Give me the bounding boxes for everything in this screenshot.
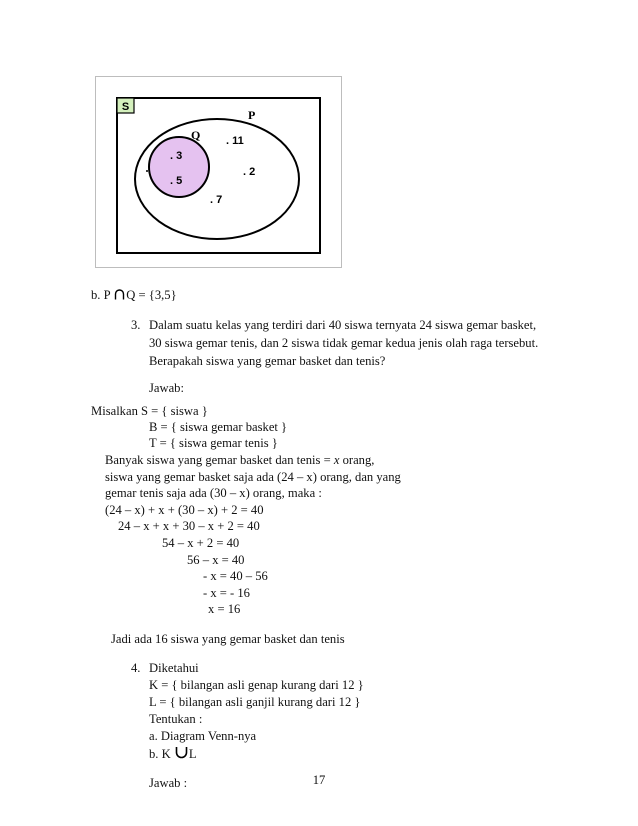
sol-eq-1: (24 – x) + x + (30 – x) + 2 = 40 — [105, 503, 264, 517]
q3-number: 3. — [131, 318, 141, 332]
set-q-label: Q — [191, 128, 201, 142]
q3-jawab: Jawab: — [149, 381, 184, 395]
sol-set-t: T = { siswa gemar tenis } — [149, 436, 278, 450]
sol-p1-b: orang, — [339, 453, 375, 467]
sol-eq-3: 54 – x + 2 = 40 — [162, 536, 240, 550]
answer-b-prefix: b. P — [91, 288, 111, 302]
q3-line3: Berapakah siswa yang gemar basket dan tenis? — [149, 354, 386, 368]
sol-paragraph-3: gemar tenis saja ada (30 – x) orang, maka : — [105, 486, 322, 500]
venn-svg — [95, 76, 342, 268]
q4-jawab: Jawab : — [149, 776, 188, 790]
venn-diagram — [95, 76, 342, 268]
sol-p1-x: x — [333, 453, 340, 467]
q4-part-a: a. Diagram Venn-nya — [149, 729, 257, 743]
element-11: . 11 — [226, 135, 244, 147]
sol-paragraph-1 — [105, 453, 374, 468]
sol-paragraph-2: siswa yang gemar basket saja ada (24 – x) orang, dan yang — [105, 470, 401, 484]
sol-eq-2: 24 – x + x + 30 – x + 2 = 40 — [118, 519, 260, 533]
page-number: 17 — [312, 773, 326, 787]
sol-set-b: B = { siswa gemar basket } — [149, 420, 288, 434]
set-q-circle — [149, 137, 209, 197]
q4-number: 4. — [131, 661, 141, 675]
q4-line1: Diketahui — [149, 661, 199, 675]
element-7: . 7 — [210, 194, 223, 206]
element-2: . 2 — [243, 166, 256, 178]
intersection-icon — [114, 289, 125, 300]
set-p-label: P — [248, 108, 256, 122]
sol-eq-6: - x = - 16 — [203, 586, 250, 600]
sol-eq-7: x = 16 — [208, 602, 241, 616]
sol-p1-a: Banyak siswa yang gemar basket dan tenis = — [105, 453, 334, 467]
q4-tentukan: Tentukan : — [149, 712, 203, 726]
q3-line1: Dalam suatu kelas yang terdiri dari 40 siswa ternyata 24 siswa gemar basket, — [149, 318, 537, 332]
element-3: . 3 — [170, 150, 183, 162]
q4-set-l: L = { bilangan asli ganjil kurang dari 12 } — [149, 695, 361, 709]
q4-part-b — [149, 746, 197, 762]
q4-part-b-prefix: b. K — [149, 747, 171, 761]
sol-eq-4: 56 – x = 40 — [187, 553, 245, 567]
answer-b-line — [91, 288, 177, 303]
union-icon — [175, 746, 188, 759]
sol-eq-5: - x = 40 – 56 — [203, 569, 268, 583]
stray-dot — [146, 170, 148, 172]
answer-b-suffix: Q = {3,5} — [126, 288, 177, 302]
q3-line2: 30 siswa gemar tenis, dan 2 siswa tidak gemar kedua jenis olah raga tersebut. — [149, 336, 539, 350]
sol-misalkan: Misalkan S = { siswa } — [91, 404, 208, 418]
element-5: . 5 — [170, 175, 183, 187]
q4-part-b-suffix: L — [188, 747, 197, 761]
sol-conclusion: Jadi ada 16 siswa yang gemar basket dan tenis — [111, 632, 345, 646]
universe-label: S — [121, 101, 130, 113]
q4-set-k: K = { bilangan asli genap kurang dari 12 } — [149, 678, 364, 692]
